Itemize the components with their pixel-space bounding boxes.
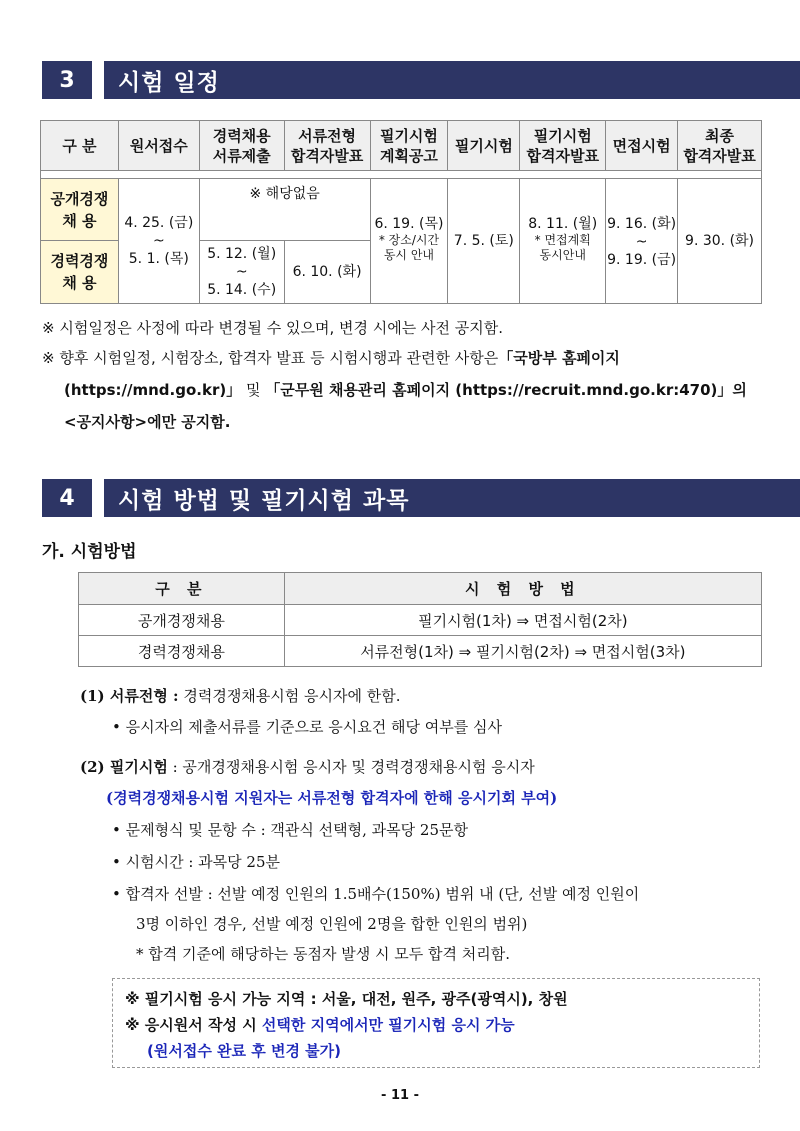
header-category: 구 분	[41, 121, 119, 171]
row-label-career: 경력경쟁 채 용	[41, 241, 119, 304]
header-career-docs: 경력채용 서류제출	[199, 121, 284, 171]
cell-written-exam: 7. 5. (토)	[448, 179, 520, 304]
note-announcement	[42, 348, 762, 368]
written-plan-note: * 장소/시간 동시 안내	[378, 233, 440, 262]
note-notice-only: <공지사항>에만 공지함.	[64, 413, 231, 431]
box-highlight: 선택한 지역에서만 필기시험 응시 가능	[261, 1016, 515, 1034]
header-apply: 원서접수	[118, 121, 199, 171]
cell-none: ※ 해당없음	[199, 179, 370, 241]
box-no-change: (원서접수 완료 후 변경 불가)	[147, 1042, 341, 1060]
item-heading: (1) 서류전형 :	[80, 687, 179, 705]
bullet-pass-selection-cont: 3명 이하인 경우, 선발 예정 인원에 2명을 합한 인원의 범위)	[136, 915, 528, 933]
cell-docs-result: 6. 10. (화)	[284, 241, 370, 304]
header-final-result: 최종 합격자발표	[678, 121, 762, 171]
method-header-category: 구 분	[79, 573, 285, 605]
written-result-note: * 면접계획 동시안내	[534, 233, 591, 262]
schedule-table	[40, 120, 762, 304]
method-table	[78, 572, 762, 667]
section-title: 시험 일정	[104, 61, 800, 99]
box-region-restriction	[125, 1015, 515, 1035]
item-written-exam	[80, 757, 535, 777]
cell-final-result: 9. 30. (화)	[678, 179, 762, 304]
written-plan-date: 6. 19. (목)	[374, 216, 444, 232]
row-label-public: 공개경쟁 채 용	[41, 179, 119, 241]
bullet-question-format: • 문제형식 및 문항 수 : 객관식 선택형, 과목당 25문항	[112, 821, 468, 839]
note-text: ※ 향후 시험일정, 시험장소, 합격자 발표 등 시험시행과 관련한 사항은	[42, 349, 499, 367]
cell-written-result	[520, 179, 606, 304]
header-written-result: 필기시험 합격자발표	[520, 121, 606, 171]
method-row-public-label: 공개경쟁채용	[79, 605, 285, 636]
item-text: 경력경쟁채용시험 응시자에 한함.	[178, 687, 401, 705]
item-heading: (2) 필기시험	[80, 758, 168, 776]
method-row-career-value: 서류전형(1차) ⇒ 필기시험(2차) ⇒ 면접시험(3차)	[284, 636, 761, 667]
header-written-plan: 필기시험 계획공고	[370, 121, 448, 171]
bullet-docs-review: • 응시자의 제출서류를 기준으로 응시요건 해당 여부를 심사	[112, 718, 502, 736]
exam-region-notice-box	[112, 978, 760, 1068]
header-interview: 면접시험	[606, 121, 678, 171]
note-recruit-homepage: 「군무원 채용관리 홈페이지 (https://recruit.mnd.go.kr:470)」의	[265, 381, 747, 399]
subtitle-exam-method: 가. 시험방법	[42, 542, 137, 562]
method-row-public-value: 필기시험(1차) ⇒ 면접시험(2차)	[284, 605, 761, 636]
cell-interview: 9. 16. (화) ~ 9. 19. (금)	[606, 179, 678, 304]
note-mnd-homepage: 「국방부 홈페이지	[498, 349, 620, 367]
note-schedule-change: ※ 시험일정은 사정에 따라 변경될 수 있으며, 변경 시에는 사전 공지함.	[42, 319, 504, 337]
method-header-method: 시 험 방 법	[284, 573, 761, 605]
item-text: : 공개경쟁채용시험 응시자 및 경력경쟁채용시험 응시자	[167, 758, 535, 776]
cell-written-plan	[370, 179, 448, 304]
cell-apply: 4. 25. (금) ~ 5. 1. (목)	[118, 179, 199, 304]
pass-tie-note: * 합격 기준에 해당하는 동점자 발생 시 모두 합격 처리함.	[136, 945, 510, 963]
header-docs-result: 서류전형 합격자발표	[284, 121, 370, 171]
item-written-note: (경력경쟁채용시험 지원자는 서류전형 합격자에 한해 응시기회 부여)	[106, 789, 558, 807]
header-written-exam: 필기시험	[448, 121, 520, 171]
box-text: ※ 응시원서 작성 시	[125, 1016, 262, 1034]
item-docs-screening	[80, 686, 401, 706]
bullet-pass-selection: • 합격자 선발 : 선발 예정 인원의 1.5배수(150%) 범위 내 (단, 선발 예정 인원이	[112, 885, 640, 903]
written-result-date: 8. 11. (월)	[528, 216, 598, 232]
section-number: 3	[42, 61, 92, 99]
cell-career-docs: 5. 12. (월) ~ 5. 14. (수)	[199, 241, 284, 304]
note-mnd-url: (https://mnd.go.kr)」	[64, 381, 242, 399]
note-announcement-line2	[64, 380, 764, 400]
section-number: 4	[42, 479, 92, 517]
section-title: 시험 방법 및 필기시험 과목	[104, 479, 800, 517]
note-and: 및	[241, 381, 266, 399]
method-row-career-label: 경력경쟁채용	[79, 636, 285, 667]
box-regions: ※ 필기시험 응시 가능 지역 : 서울, 대전, 원주, 광주(광역시), 창원	[125, 990, 568, 1008]
page-number: - 11 -	[381, 1088, 419, 1103]
bullet-exam-time: • 시험시간 : 과목당 25분	[112, 853, 280, 871]
